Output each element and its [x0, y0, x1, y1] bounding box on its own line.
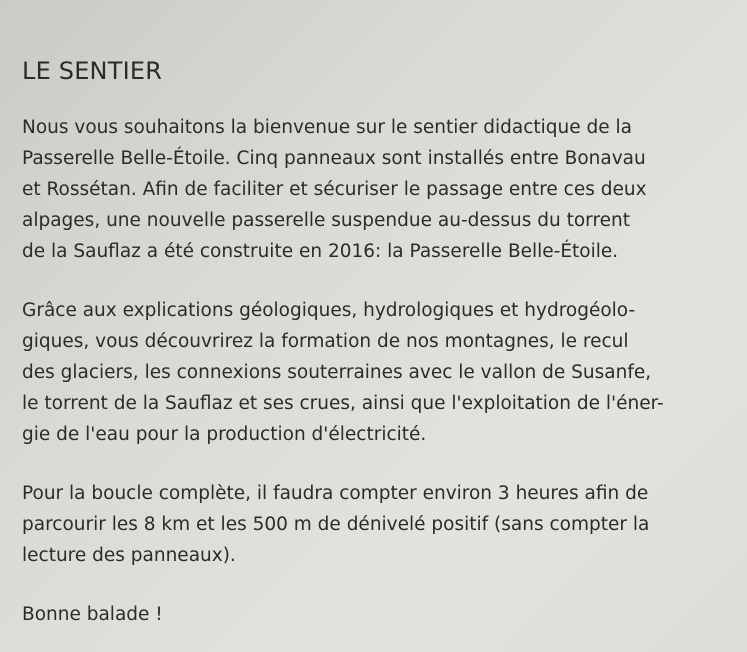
text-line: giques, vous découvrirez la formation de nos montagnes, le recul	[22, 331, 629, 352]
panel-title: LE SENTIER	[22, 57, 163, 85]
text-line: Pour la boucle complète, il faudra compter environ 3 heures afin de	[22, 483, 649, 504]
text-line: Grâce aux explications géologiques, hydrologiques et hydrogéolo-	[22, 300, 636, 321]
text-line: Nous vous souhaitons la bienvenue sur le sentier didactique de la	[22, 117, 633, 138]
text-line: de la Sauflaz a été construite en 2016: la Passerelle Belle-Étoile.	[22, 241, 619, 262]
text-line: le torrent de la Sauflaz et ses crues, ainsi que l'exploitation de l'éner-	[22, 393, 664, 414]
closing-greeting: Bonne balade !	[22, 604, 163, 625]
text-line: alpages, une nouvelle passerelle suspendue au-dessus du torrent	[22, 210, 631, 231]
text-line: gie de l'eau pour la production d'électricité.	[22, 424, 427, 445]
intro-paragraph	[22, 112, 723, 267]
explanations-paragraph	[22, 295, 723, 450]
text-line: parcourir les 8 km et les 500 m de dénivelé positif (sans compter la	[22, 514, 650, 535]
text-line: Passerelle Belle-Étoile. Cinq panneaux sont installés entre Bonavau	[22, 148, 646, 169]
text-line: et Rossétan. Afin de faciliter et sécuriser le passage entre ces deux	[22, 179, 647, 200]
text-line: lecture des panneaux).	[22, 545, 236, 566]
loop-duration-paragraph	[22, 478, 723, 571]
text-line: des glaciers, les connexions souterraines avec le vallon de Susanfe,	[22, 362, 652, 383]
